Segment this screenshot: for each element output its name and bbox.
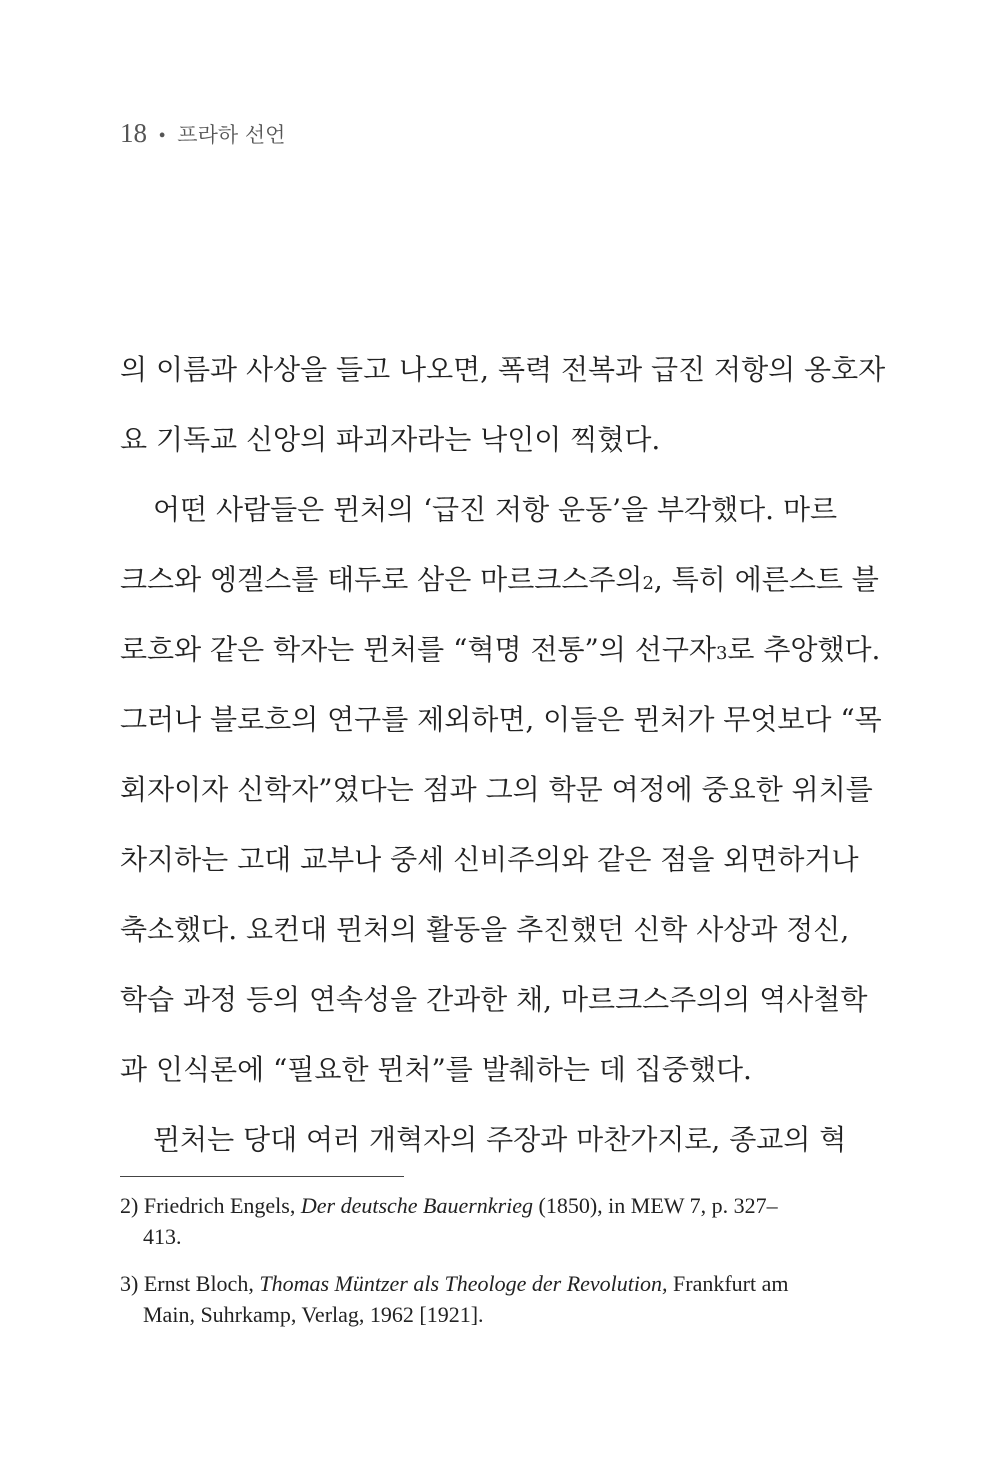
- footnote-title: Thomas Müntzer als Theologe der Revolution,: [259, 1271, 668, 1296]
- footnote-marker: 2): [120, 1193, 139, 1218]
- body-line: 의 이름과 사상을 들고 나오면, 폭력 전복과 급진 저항의 옹호자: [120, 353, 886, 386]
- running-head: [120, 118, 285, 149]
- page-number: 18: [120, 118, 147, 148]
- body-line-text: 로흐와 같은 학자는 뮌처를 “혁명 전통”의 선구자: [120, 633, 716, 666]
- note-ref-2: 2: [642, 573, 654, 594]
- footnote-continuation: Main, Suhrkamp, Verlag, 1962 [1921].: [143, 1302, 484, 1327]
- book-title: 프라하 선언: [177, 123, 286, 147]
- footnote-rest: (1850), in MEW 7, p. 327–: [533, 1193, 778, 1218]
- body-line: [120, 630, 880, 674]
- body-line-text: 로 추앙했다.: [727, 633, 881, 666]
- footnote-3: [120, 1268, 860, 1330]
- footnote-line: [120, 1268, 860, 1299]
- body-line-text: 크스와 엥겔스를 태두로 삼은 마르크스주의: [120, 563, 643, 596]
- footnote-author: Friedrich Engels,: [143, 1193, 301, 1218]
- footnote-title: Der deutsche Bauernkrieg: [300, 1193, 534, 1218]
- footnote-marker: 3): [120, 1271, 139, 1296]
- footnote-continuation: 413.: [143, 1224, 182, 1249]
- body-line: 차지하는 고대 교부나 중세 신비주의와 같은 점을 외면하거나: [120, 843, 859, 876]
- body-line: 축소했다. 요컨대 뮌처의 활동을 추진했던 신학 사상과 정신,: [120, 913, 850, 946]
- footnote-line: [120, 1190, 860, 1221]
- body-line: 어떤 사람들은 뮌처의 ‘급진 저항 운동’을 부각했다. 마르: [153, 493, 838, 526]
- body-line: [120, 560, 879, 604]
- footnote-author: Ernst Bloch,: [143, 1271, 260, 1296]
- body-line: 회자이자 신학자”였다는 점과 그의 학문 여정에 중요한 위치를: [120, 773, 873, 806]
- body-line: 그러나 블로흐의 연구를 제외하면, 이들은 뮌처가 무엇보다 “목: [120, 703, 882, 736]
- footnote-2: [120, 1190, 860, 1252]
- body-line-text: , 특히 에른스트 블: [653, 563, 879, 596]
- footnote-rule: [120, 1176, 404, 1177]
- body-line: 뮌처는 당대 여러 개혁자의 주장과 마찬가지로, 종교의 혁: [153, 1123, 847, 1156]
- body-line: 학습 과정 등의 연속성을 간과한 채, 마르크스주의의 역사철학: [120, 983, 868, 1016]
- footnote-rest: Frankfurt am: [667, 1271, 789, 1296]
- note-ref-3: 3: [715, 643, 728, 664]
- body-line: 요 기독교 신앙의 파괴자라는 낙인이 찍혔다.: [120, 423, 661, 456]
- running-head-separator: •: [158, 125, 166, 147]
- body-line: 과 인식론에 “필요한 뮌처”를 발췌하는 데 집중했다.: [120, 1053, 752, 1086]
